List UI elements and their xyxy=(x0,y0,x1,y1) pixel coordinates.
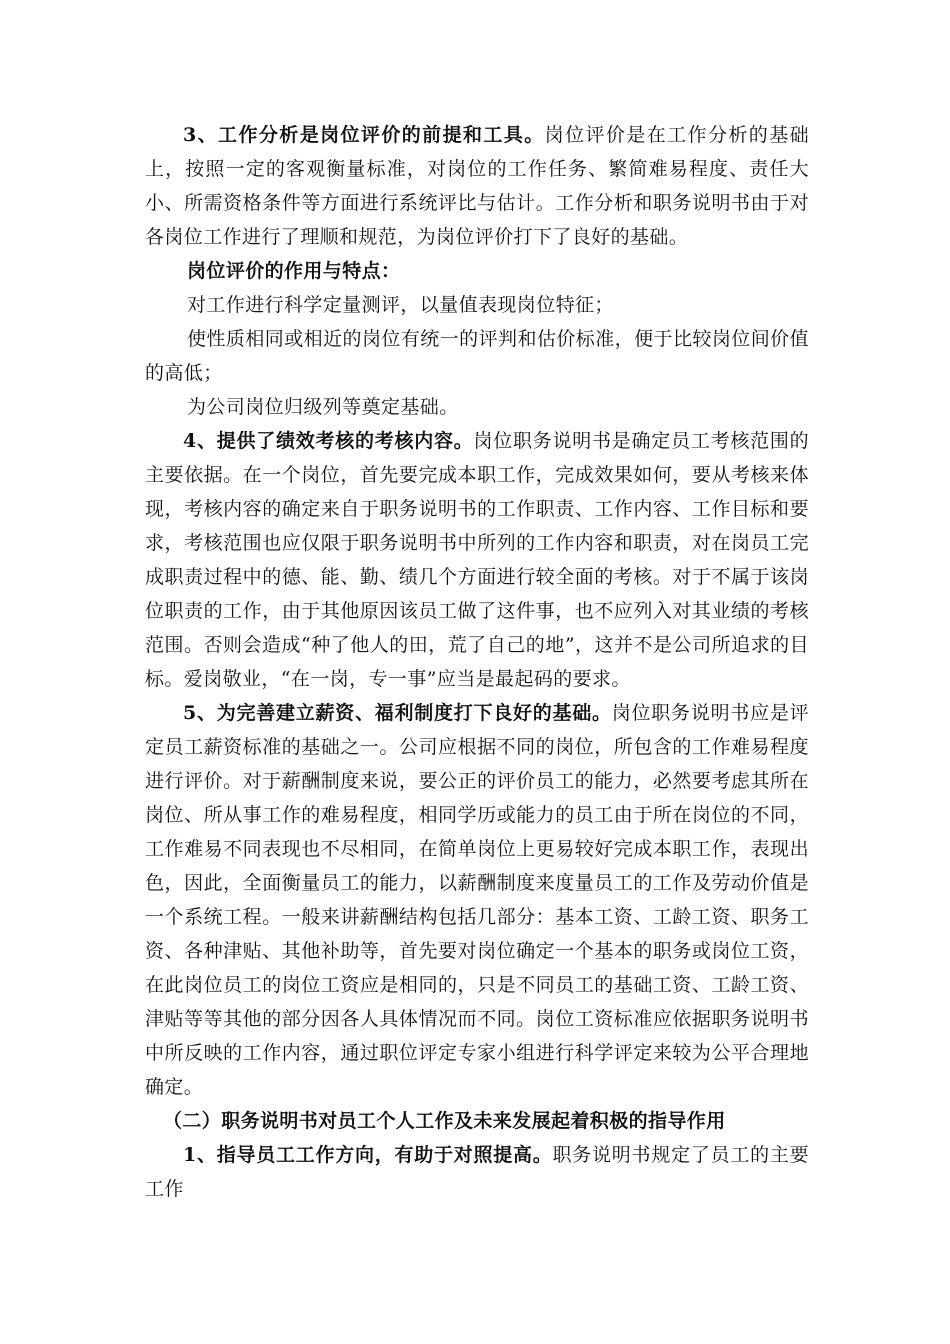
paragraph-text: 岗位职务说明书是确定员工考核范围的主要依据。在一个岗位，首先要完成本职工作，完成效果如何，要从考核来体现，考核内容的确定来自于职务说明书的工作职责、工作内容、工作目标和要求，考核范围也应仅限于职务说明书中所列的工作内容和职责，对在岗员工完成职责过程中的德、能、勤、绩几个方面进行较全面的考核。对于不属于该岗位职责的工作，由于其他原因该员工做了这件事，也不应列入对其业绩的考核范围。否则会造成“种了他人的田，荒了自己的地”，这并不是公司所追求的目标。爱岗敬业，“在一岗，专一事”应当是最起码的要求。 xyxy=(145,430,809,690)
paragraph-feature-3 xyxy=(145,390,809,424)
paragraph-feature-1 xyxy=(145,288,809,322)
paragraph-lead: 5、为完善建立薪资、福利制度打下良好的基础。 xyxy=(183,702,612,724)
paragraph-job-analysis xyxy=(145,118,809,254)
paragraph-text: 对工作进行科学定量测评，以量值表现岗位特征； xyxy=(187,294,614,316)
paragraph-text: 为公司岗位归级列等奠定基础。 xyxy=(187,396,459,418)
paragraph-feature-2 xyxy=(145,322,809,390)
document-body xyxy=(145,118,809,1206)
section-heading-2 xyxy=(145,1104,809,1138)
paragraph-lead: （二）职务说明书对员工个人工作及未来发展起着积极的指导作用 xyxy=(163,1110,726,1132)
paragraph-text: 岗位职务说明书应是评定员工薪资标准的基础之一。公司应根据不同的岗位，所包含的工作难易程度进行评价。对于薪酬制度来说，要公正的评价员工的能力，必然要考虑其所在岗位、所从事工作的难易程度，相同学历或能力的员工由于所在岗位的不同，工作难易不同表现也不尽相同，在简单岗位上更易较好完成本职工作，表现出色，因此，全面衡量员工的能力，以薪酬制度来度量员工的工作及劳动价值是一个系统工程。一般来讲薪酬结构包括几部分：基本工资、工龄工资、职务工资、各种津贴、其他补助等，首先要对岗位确定一个基本的职务或岗位工资，在此岗位员工的岗位工资应是相同的，只是不同员工的基础工资、工龄工资、津贴等等其他的部分因各人具体情况而不同。岗位工资标准应依据职务说明书中所反映的工作内容，通过职位评定专家小组进行科学评定来较为公平合理地确定。 xyxy=(145,702,809,1098)
paragraph-lead: 3、工作分析是岗位评价的前提和工具。 xyxy=(183,124,545,146)
paragraph-text: 使性质相同或相近的岗位有统一的评判和估价标准，便于比较岗位间价值的高低； xyxy=(145,328,809,384)
paragraph-compensation xyxy=(145,696,809,1104)
paragraph-performance-review xyxy=(145,424,809,696)
paragraph-text: 职务说明书规定了员工的主要工作 xyxy=(145,1144,809,1200)
paragraph-text: 岗位评价是在工作分析的基础上，按照一定的客观衡量标准，对岗位的工作任务、繁简难易程度、责任大小、所需资格条件等方面进行系统评比与估计。工作分析和职务说明书由于对各岗位工作进行了理顺和规范，为岗位评价打下了良好的基础。 xyxy=(145,124,810,248)
heading-evaluation-features xyxy=(145,254,809,288)
paragraph-lead: 1、指导员工工作方向，有助于对照提高。 xyxy=(183,1144,553,1166)
paragraph-lead: 4、提供了绩效考核的考核内容。 xyxy=(183,430,474,452)
paragraph-work-direction xyxy=(145,1138,809,1206)
paragraph-lead: 岗位评价的作用与特点： xyxy=(187,260,401,282)
